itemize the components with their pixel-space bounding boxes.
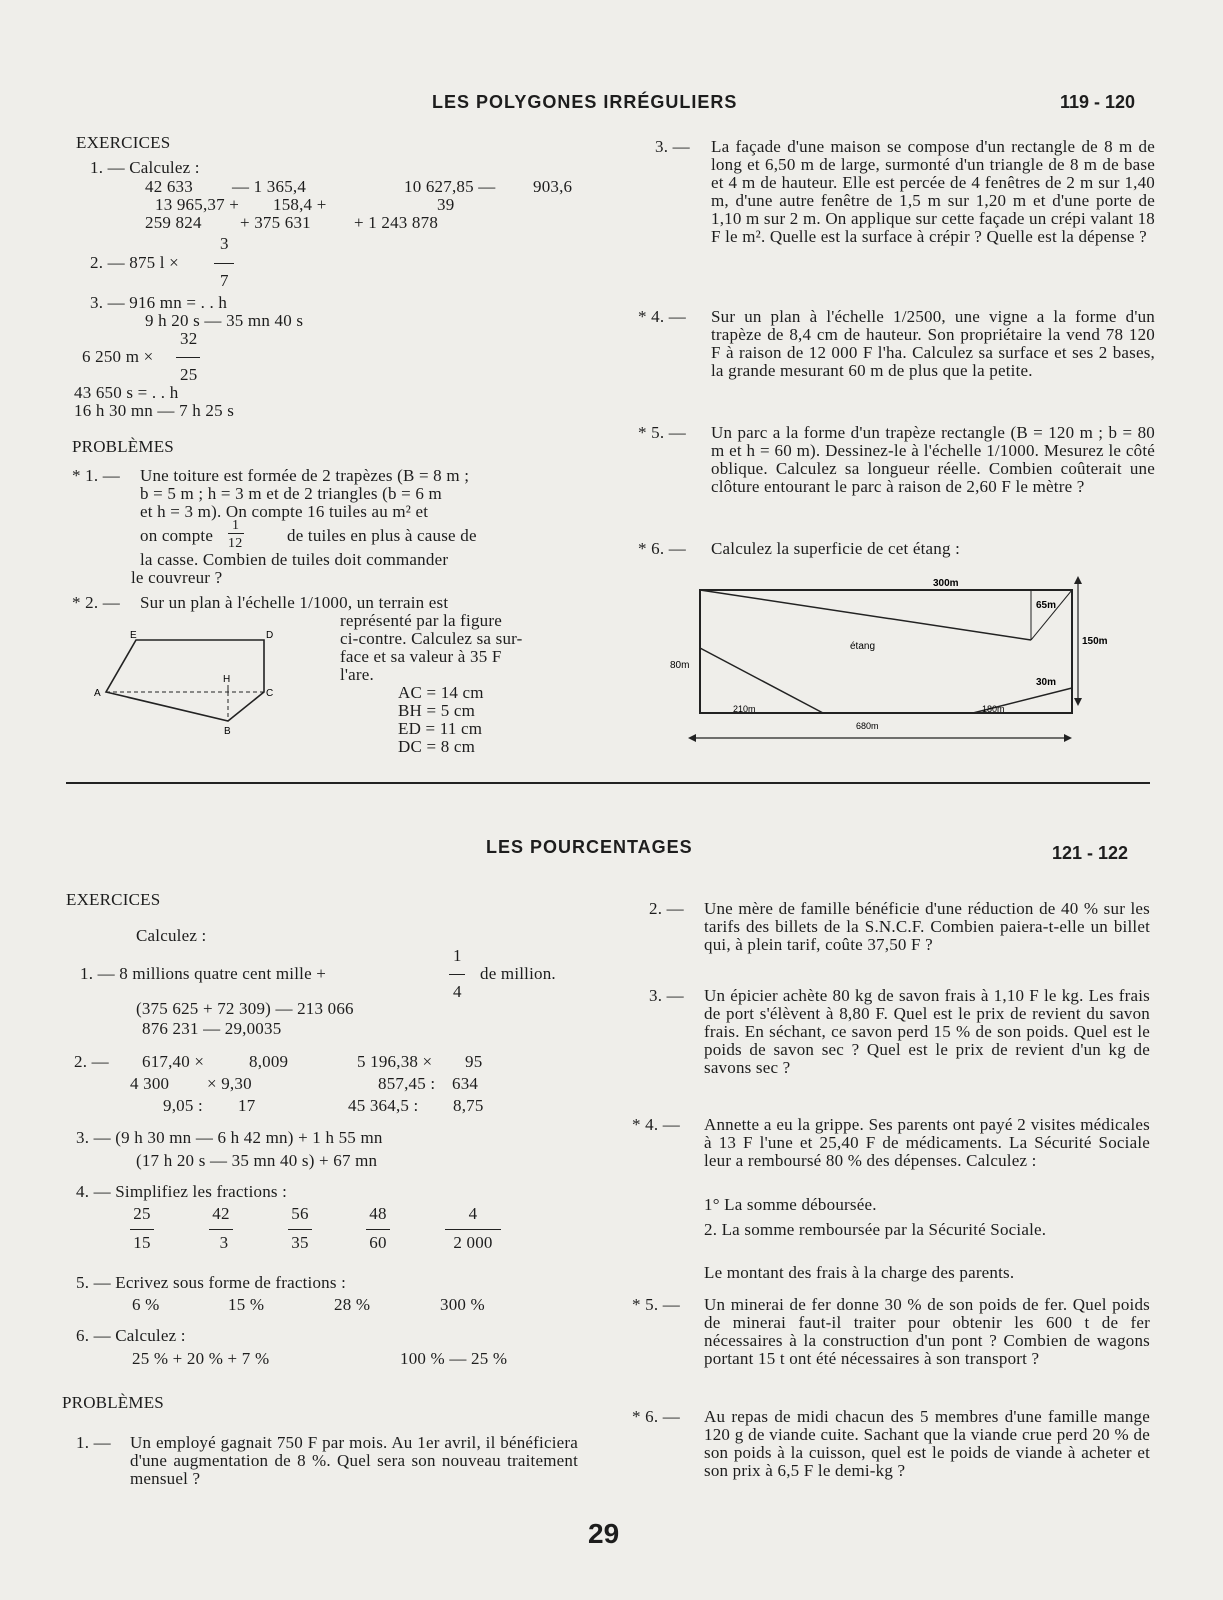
bp4-s1: 1° La somme déboursée. (704, 1195, 877, 1214)
bp6-number: * 6. — (632, 1407, 680, 1426)
ex1-r1b: — 1 365,4 (232, 177, 307, 196)
p1-l3: et h = 3 m). On compte 16 tuiles au m² et (140, 502, 429, 521)
ex2-numerator: 3 (220, 234, 229, 253)
p1-l2: b = 5 m ; h = 3 m et de 2 triangles (b = 6 m (140, 484, 442, 503)
e4-frac1: 25 15 (130, 1205, 154, 1252)
p3-text: La façade d'une maison se compose d'un rectangle de 8 m de long et 6,50 m de large, surmonté d'un triangle de 8 m de base et 4 m de hauteur. Elle est percée de 4 fenêtres de 2 m sur 1,40 m, d'une autre fenêtre de 1,5 m sur 1,20 m et d'une porte de 1,10 m sur 2 m. On applique sur cette façade un crépi valant 18 F le m². Quelle est la surface à crépir ? Quelle est la dépense ? (711, 137, 1155, 246)
section-separator (66, 782, 1150, 784)
label-C: C (266, 688, 274, 699)
p4-number: * 4. — (638, 307, 686, 326)
pond-center-label: étang (850, 641, 876, 652)
p2-m2: BH = 5 cm (398, 701, 476, 720)
pond-right-65m: 65m (1036, 600, 1057, 611)
pond-total-680m: 680m (856, 721, 879, 731)
problemes-heading-bottom: PROBLÈMES (62, 1393, 164, 1412)
ex1-r3b: + 375 631 (240, 213, 311, 232)
section-title-polygones: LES POLYGONES IRRÉGULIERS (432, 92, 738, 112)
section-title-pourcentages: LES POURCENTAGES (486, 837, 693, 857)
e5-val3: 28 % (334, 1295, 371, 1314)
pond-figure (668, 572, 1128, 752)
e4-frac3: 56 35 (288, 1205, 312, 1252)
ex3-line1: 3. — 916 mn = . . h (90, 293, 228, 312)
p1-l1: Une toiture est formée de 2 trapèzes (B = 8 m ; (140, 466, 470, 485)
p4-text: Sur un plan à l'échelle 1/2500, une vigne a la forme d'un trapèze de 8,4 cm de hauteur. Son propriétaire la vend 78 120 F à raison de 12 000 F l'ha. Calculez sa surface et ses 2 bases, la grande mesurant 60 m de plus que la petite. (711, 307, 1155, 380)
e6-b: 100 % — 25 % (400, 1349, 508, 1368)
ex1-r2b: 158,4 + (273, 195, 327, 214)
terrain-figure (92, 630, 292, 740)
label-A: A (94, 688, 101, 699)
bp5-text: Un minerai de fer donne 30 % de son poids de fer. Quel poids de minerai faut-il traiter pour obtenir les 600 t de fer nécessaires à la construction d'un pont ? Combien de wagons portant 15 t ont été nécessaires à son transport ? (704, 1295, 1150, 1368)
e2-b3: 857,45 : (378, 1074, 436, 1093)
bp4-text: Annette a eu la grippe. Ses parents ont payé 2 visites médicales à 13 F l'une et 25,40 F de médicaments. La Sécurité Sociale leur a remboursé 80 % des dépenses. Calculez : (704, 1115, 1150, 1170)
p2-l2: représenté par la figure (340, 611, 502, 630)
p3-number: 3. — (655, 137, 690, 156)
p2-m4: DC = 8 cm (398, 737, 476, 756)
e1-frac-num: 1 (453, 946, 462, 965)
e2-a2: 8,009 (249, 1052, 289, 1071)
e4-label: 4. — Simplifiez les fractions : (76, 1182, 288, 1201)
e2-c4: 8,75 (453, 1096, 484, 1115)
e6-a: 25 % + 20 % + 7 % (132, 1349, 270, 1368)
bp1-number: 1. — (76, 1433, 111, 1452)
label-B: B (224, 726, 231, 737)
problemes-heading-top: PROBLÈMES (72, 437, 174, 456)
p1-frac-den: 12 (228, 536, 243, 551)
e5-val2: 15 % (228, 1295, 265, 1314)
e2-b2: × 9,30 (207, 1074, 252, 1093)
ex3-line4: 43 650 s = . . h (74, 383, 179, 402)
p2-l5: l'are. (340, 665, 374, 684)
ex1-r1c: 10 627,85 — (404, 177, 496, 196)
e2-a4: 95 (465, 1052, 483, 1071)
ex1-r2a: 13 965,37 + (155, 195, 240, 214)
ex1-r1d: 903,6 (533, 177, 573, 196)
e2-c2: 17 (238, 1096, 256, 1115)
exercices-heading-bottom: EXERCICES (66, 890, 161, 909)
e3-line1: 3. — (9 h 30 mn — 6 h 42 mn) + 1 h 55 mn (76, 1128, 383, 1147)
bp2-text: Une mère de famille bénéficie d'une réduction de 40 % sur les tarifs des billets de la S.N.C.F. Combien paiera-t-elle un billet qui, à plein tarif, coûte 37,50 F ? (704, 899, 1150, 954)
e2-c3: 45 364,5 : (348, 1096, 419, 1115)
calculez-label: Calculez : (136, 926, 207, 945)
e2-b4: 634 (452, 1074, 479, 1093)
bp4-number: * 4. — (632, 1115, 680, 1134)
e3-line2: (17 h 20 s — 35 mn 40 s) + 67 mn (136, 1151, 378, 1170)
e4-frac5: 4 2 000 (445, 1205, 501, 1252)
bp3-text: Un épicier achète 80 kg de savon frais à 1,10 F le kg. Les frais de port s'élèvent à 8,80 F. Quel est le prix de revient du savon frais. En séchant, ce savon perd 15 % de son poids. Quel est le poids de savon sec ? Quel est le prix de revient d'un kg de savons sec ? (704, 986, 1150, 1077)
ex1-r1a: 42 633 (145, 177, 193, 196)
bp4-s2: 2. La somme remboursée par la Sécurité Sociale. (704, 1220, 1047, 1239)
ex1-r2c: 39 (437, 195, 455, 214)
e1-line1a: 1. — 8 millions quatre cent mille + (80, 964, 327, 983)
p6-text: Calculez la superficie de cet étang : (711, 539, 961, 558)
label-D: D (266, 630, 274, 641)
pond-left-80m: 80m (670, 660, 690, 671)
p1-l5: la casse. Combien de tuiles doit commander (140, 550, 449, 569)
exercices-heading-top: EXERCICES (76, 133, 171, 152)
pond-bottom-180m: 180m (982, 704, 1005, 714)
pond-top-300m: 300m (933, 578, 959, 589)
ex3-line2: 9 h 20 s — 35 mn 40 s (145, 311, 304, 330)
e4-frac4: 48 60 (366, 1205, 390, 1252)
p6-number: * 6. — (638, 539, 686, 558)
pond-bottom-210m: 210m (733, 704, 756, 714)
p1-number: * 1. — (72, 466, 120, 485)
e4-frac2: 42 3 (209, 1205, 233, 1252)
p1-l6: le couvreur ? (131, 568, 223, 587)
p1-l4a: on compte (140, 526, 214, 545)
e2-a3: 5 196,38 × (357, 1052, 433, 1071)
e2-label: 2. — (74, 1052, 109, 1071)
label-E: E (130, 630, 137, 641)
ex3-numerator: 32 (180, 329, 198, 348)
e1-frac-den: 4 (453, 982, 462, 1001)
bp1-text: Un employé gagnait 750 F par mois. Au 1er avril, il bénéficiera d'une augmentation de 8 %. Quel sera son nouveau traitement mensuel ? (130, 1433, 578, 1488)
bp6-text: Au repas de midi chacun des 5 membres d'une famille mange 120 g de viande cuite. Sachant que la viande crue perd 20 % de son poids à la cuisson, quel est le poids de viande à acheter et son prix à 6,5 F le demi-kg ? (704, 1407, 1150, 1480)
p5-text: Un parc a la forme d'un trapèze rectangle (B = 120 m ; b = 80 m et h = 60 m). Dessinez-le à l'échelle 1/1000. Mesurez le côté oblique. Calculez sa longueur réelle. Combien coûterait une clôture entourant le parc à raison de 2,60 F le mètre ? (711, 423, 1155, 496)
ex1-r3c: + 1 243 878 (354, 213, 439, 232)
label-H: H (223, 674, 231, 685)
pond-height-150m: 150m (1082, 636, 1108, 647)
p1-l4b: de tuiles en plus à cause de (287, 526, 477, 545)
e1-line2: (375 625 + 72 309) — 213 066 (136, 999, 354, 1018)
e1-line1b: de million. (480, 964, 556, 983)
ex3-line5: 16 h 30 mn — 7 h 25 s (74, 401, 235, 420)
pond-right-30m: 30m (1036, 677, 1057, 688)
p2-l1: Sur un plan à l'échelle 1/1000, un terrain est (140, 593, 449, 612)
bp3-number: 3. — (649, 986, 684, 1005)
p2-number: * 2. — (72, 593, 120, 612)
page-range-top: 119 - 120 (1060, 92, 1136, 112)
p2-l3: ci-contre. Calculez sa sur- (340, 629, 523, 648)
p1-frac-num: 1 (232, 518, 240, 533)
p5-number: * 5. — (638, 423, 686, 442)
e5-label: 5. — Ecrivez sous forme de fractions : (76, 1273, 347, 1292)
e6-label: 6. — Calculez : (76, 1326, 186, 1345)
e5-val1: 6 % (132, 1295, 160, 1314)
page-number: 29 (588, 1518, 620, 1549)
page-range-bottom: 121 - 122 (1052, 843, 1129, 863)
e2-c1: 9,05 : (163, 1096, 203, 1115)
p2-m1: AC = 14 cm (398, 683, 484, 702)
ex1-label: 1. — Calculez : (90, 158, 200, 177)
p2-m3: ED = 11 cm (398, 719, 483, 738)
e1-line3: 876 231 — 29,0035 (142, 1019, 282, 1038)
bp5-number: * 5. — (632, 1295, 680, 1314)
ex3-denominator: 25 (180, 365, 198, 384)
bp2-number: 2. — (649, 899, 684, 918)
e2-a1: 617,40 × (142, 1052, 205, 1071)
ex2-label: 2. — 875 l × (90, 253, 179, 272)
bp4-s3: Le montant des frais à la charge des parents. (704, 1263, 1015, 1282)
ex3-line3: 6 250 m × (82, 347, 154, 366)
e5-val4: 300 % (440, 1295, 485, 1314)
p2-l4: face et sa valeur à 35 F (340, 647, 502, 666)
ex1-r3a: 259 824 (145, 213, 202, 232)
ex2-denominator: 7 (220, 271, 229, 290)
e2-b1: 4 300 (130, 1074, 170, 1093)
